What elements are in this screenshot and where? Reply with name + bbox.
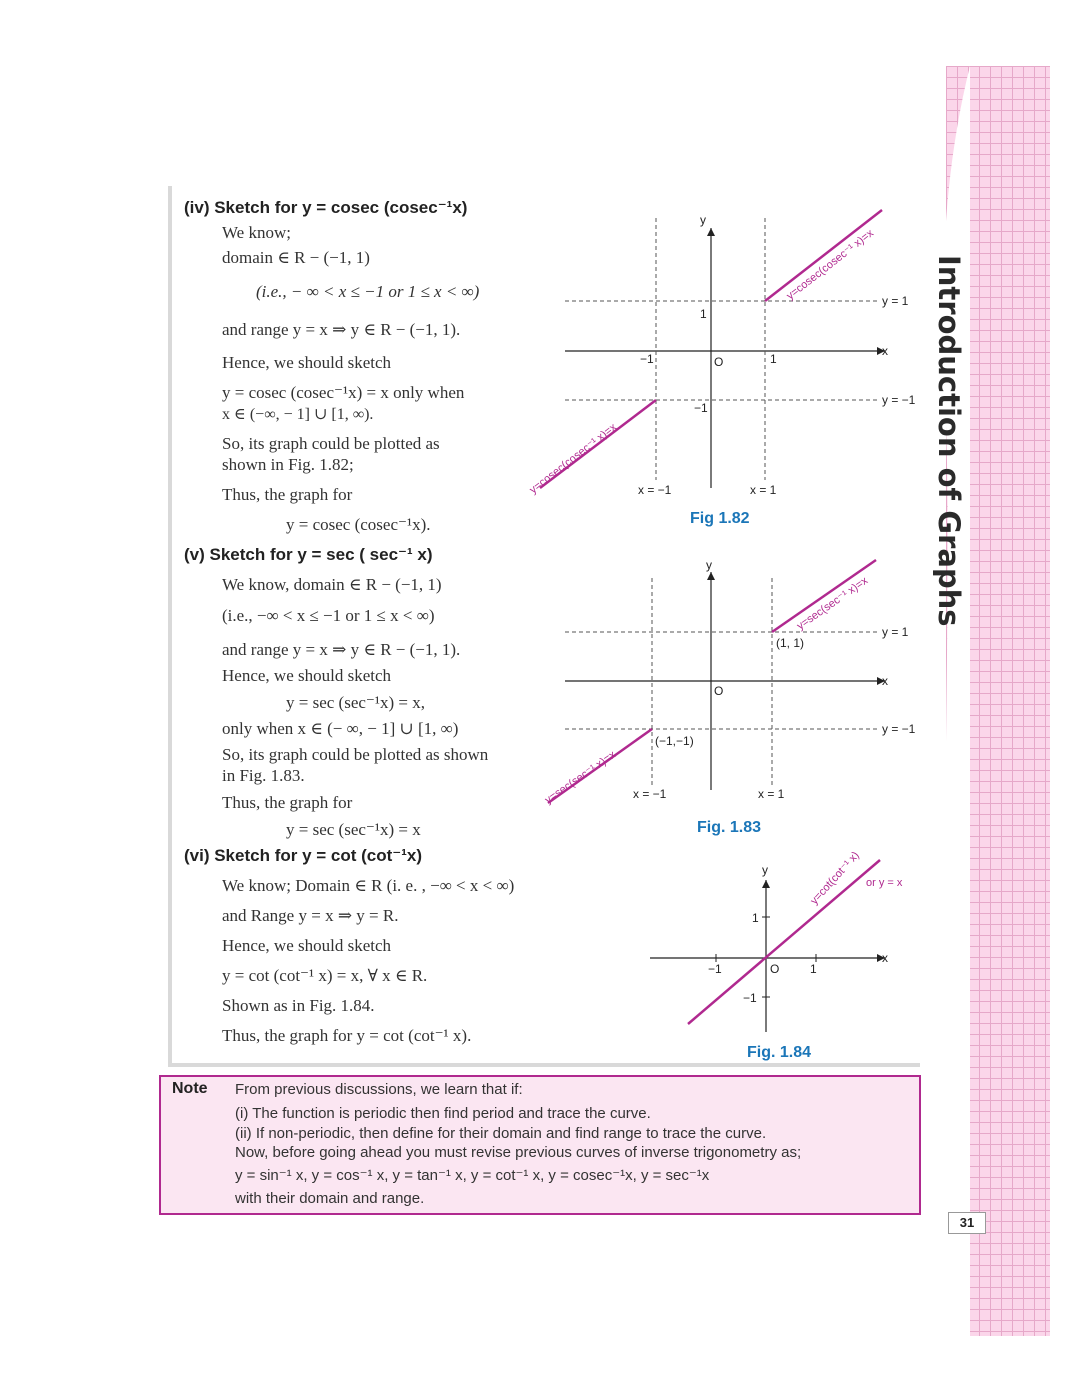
tick-x1: 1 xyxy=(810,962,817,976)
note-line: From previous discussions, we learn that if: xyxy=(235,1081,523,1098)
section-iv-heading: (iv) Sketch for y = cosec (cosec⁻¹x) xyxy=(184,198,468,217)
tick-1: 1 xyxy=(700,307,707,321)
y-axis-arrow xyxy=(707,228,715,236)
y1-label: y = 1 xyxy=(882,625,909,639)
figure-caption: Fig. 1.83 xyxy=(697,819,762,836)
text-line: Thus, the graph for y = cot (cot⁻¹ x). xyxy=(222,1026,472,1045)
y1-label: y = 1 xyxy=(882,294,909,308)
text-line: in Fig. 1.83. xyxy=(222,766,305,785)
text-line: Thus, the graph for xyxy=(222,485,353,504)
curve xyxy=(688,860,880,1024)
text-line: and range y = x ⇒ y ∈ R − (−1, 1). xyxy=(222,640,461,659)
curve-label: y=sec(sec⁻¹ x)=x xyxy=(542,748,619,807)
text-line: So, its graph could be plotted as shown xyxy=(222,745,489,764)
y-axis-label: y xyxy=(706,558,712,572)
text-line: We know; Domain ∈ R (i. e. , −∞ < x < ∞) xyxy=(222,876,515,895)
text-line: We know, domain ∈ R − (−1, 1) xyxy=(222,575,442,594)
tick-x1: 1 xyxy=(770,352,777,366)
curve-right xyxy=(765,210,882,301)
xm1-label: x = −1 xyxy=(638,483,672,497)
note-line: y = sin⁻¹ x, y = cos⁻¹ x, y = tan⁻¹ x, y = cot⁻¹ x, y = cosec⁻¹x, y = sec⁻¹x xyxy=(235,1167,710,1184)
figure-1-82 xyxy=(527,210,915,527)
text-line: Thus, the graph for xyxy=(222,793,353,812)
section-v-heading: (v) Sketch for y = sec ( sec⁻¹ x) xyxy=(184,545,433,564)
x-axis-label: x xyxy=(882,674,888,688)
text-line: Hence, we should sketch xyxy=(222,936,392,955)
ym1-label: y = −1 xyxy=(882,722,916,736)
x-axis-label: x xyxy=(882,951,888,965)
text-line: y = sec (sec⁻¹x) = x, xyxy=(286,693,425,712)
x-axis-label: x xyxy=(882,344,888,358)
curve-label: y=cot(cot⁻¹ x) xyxy=(808,849,862,908)
figure-1-83 xyxy=(543,558,916,836)
origin-label: O xyxy=(714,684,724,698)
page-number: 31 xyxy=(948,1212,986,1234)
note-line: (ii) If non-periodic, then define for their domain and find range to trace the curve. xyxy=(235,1125,767,1142)
text-line: shown in Fig. 1.82; xyxy=(222,455,354,474)
text-line: Hence, we should sketch xyxy=(222,353,392,372)
y-axis-label: y xyxy=(762,863,768,877)
y-axis-arrow xyxy=(762,880,770,888)
ym1-label: y = −1 xyxy=(882,393,916,407)
origin-label: O xyxy=(714,355,724,369)
note-line: (i) The function is periodic then find period and trace the curve. xyxy=(235,1105,651,1122)
text-line: and Range y = x ⇒ y = R. xyxy=(222,906,399,925)
figure-1-84 xyxy=(650,849,903,1061)
note-line: Now, before going ahead you must revise previous curves of inverse trigonometry as; xyxy=(235,1144,802,1161)
origin-label: O xyxy=(770,962,780,976)
text-line: (i.e., −∞ < x ≤ −1 or 1 ≤ x < ∞) xyxy=(222,606,435,625)
text-line: domain ∈ R − (−1, 1) xyxy=(222,248,370,267)
x1-label: x = 1 xyxy=(750,483,777,497)
point-1-1: (1, 1) xyxy=(776,636,805,650)
text-line: y = cot (cot⁻¹ x) = x, ∀ x ∈ R. xyxy=(222,966,428,985)
note-label: Note xyxy=(172,1080,208,1097)
text-line: So, its graph could be plotted as xyxy=(222,434,440,453)
text-line: only when x ∈ (− ∞, − 1] ∪ [1, ∞) xyxy=(222,719,459,738)
text-line: y = cosec (cosec⁻¹x). xyxy=(286,515,431,534)
curve-label: y=cosec(cosec⁻¹ x)=x xyxy=(527,421,619,497)
section-vi-heading: (vi) Sketch for y = cot (cot⁻¹x) xyxy=(184,846,423,865)
tick-xm1: −1 xyxy=(640,352,654,366)
curve-label-2: or y = x xyxy=(866,877,903,889)
curve-label: y=cosec(cosec⁻¹ x)=x xyxy=(784,227,876,303)
tick-ym1: −1 xyxy=(743,991,757,1005)
xm1-label: x = −1 xyxy=(633,787,667,801)
text-line: y = cosec (cosec⁻¹x) = x only when xyxy=(222,383,465,402)
figure-caption: Fig. 1.84 xyxy=(747,1044,812,1061)
text-line: and range y = x ⇒ y ∈ R − (−1, 1). xyxy=(222,320,461,339)
y-axis-label: y xyxy=(700,213,706,227)
text-line: Hence, we should sketch xyxy=(222,666,392,685)
tick-y1: 1 xyxy=(752,911,759,925)
y-axis-arrow xyxy=(707,572,715,580)
curve-label: y=sec(sec⁻¹ x)=x xyxy=(794,574,871,633)
figure-caption: Fig 1.82 xyxy=(690,510,750,527)
text-line: We know; xyxy=(222,223,291,242)
text-line: x ∈ (−∞, − 1] ∪ [1, ∞). xyxy=(222,406,374,423)
chapter-title: Introduction of Graphs xyxy=(932,255,966,627)
text-line: y = sec (sec⁻¹x) = x xyxy=(286,820,421,839)
text-line: Shown as in Fig. 1.84. xyxy=(222,996,375,1015)
tick-xm1: −1 xyxy=(708,962,722,976)
tick-ym1: −1 xyxy=(694,401,708,415)
x1-label: x = 1 xyxy=(758,787,785,801)
text-line: (i.e., − ∞ < x ≤ −1 or 1 ≤ x < ∞) xyxy=(256,282,480,301)
curve-right xyxy=(772,560,876,632)
point-m1-m1: (−1,−1) xyxy=(655,734,694,748)
note-line: with their domain and range. xyxy=(235,1190,425,1207)
